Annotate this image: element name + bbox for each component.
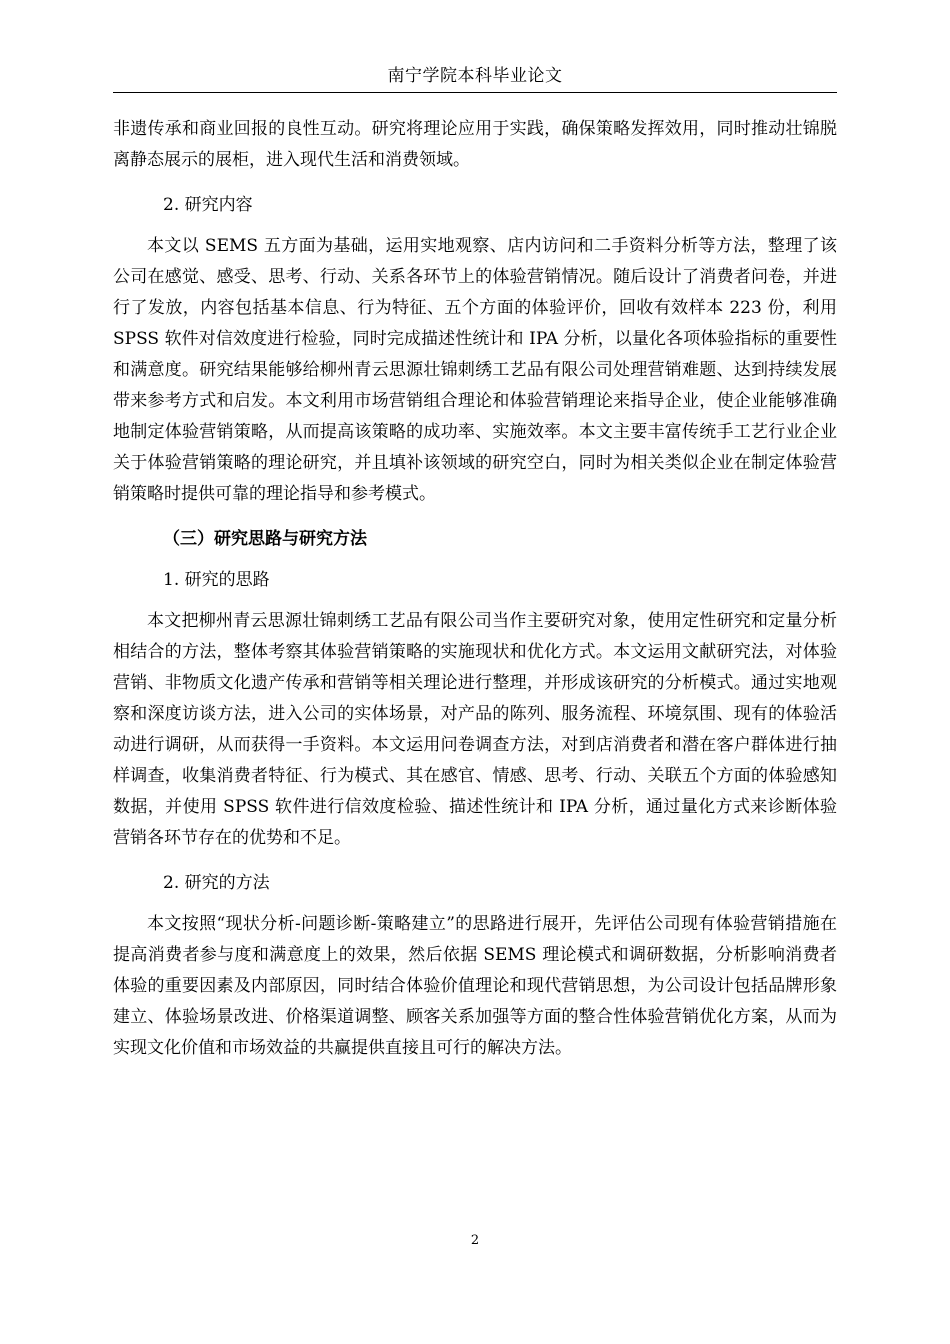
heading-research-method: 2. 研究的方法 bbox=[163, 873, 270, 893]
page-number: 2 bbox=[470, 1233, 480, 1248]
page-header-title: 南宁学院本科毕业论文 bbox=[387, 66, 563, 86]
page-body bbox=[113, 114, 837, 1064]
paragraph-continuation: 非遗传承和商业回报的良性互动。研究将理论应用于实践，确保策略发挥效用，同时推动壮锦脱离静态展示的展柜，进入现代生活和消费领域。 bbox=[113, 119, 837, 170]
heading-section-3: （三）研究思路与研究方法 bbox=[163, 529, 367, 549]
paragraph-research-method: 本文按照“现状分析-问题诊断-策略建立”的思路进行展开，先评估公司现有体验营销措施在提高消费者参与度和满意度上的效果，然后依据 SEMS 理论模式和调研数据，分析影响消费者体验的重要因素及内部原因，同时结合体验价值理论和现代营销思想，为公司设计包括品牌形象建立、体验场景改进、价格渠道调整、顾客关系加强等方面的整合性体验营销优化方案，从而为实现文化价值和市场效益的共赢提供直接且可行的解决方法。 bbox=[113, 914, 837, 1058]
paragraph-research-content: 本文以 SEMS 五方面为基础，运用实地观察、店内访问和二手资料分析等方法，整理了该公司在感觉、感受、思考、行动、关系各环节上的体验营销情况。随后设计了消费者问卷，并进行了发放，内容包括基本信息、行为特征、五个方面的体验评价，回收有效样本 223 份，利用 SPSS 软件对信效度进行检验，同时完成描述性统计和 IPA 分析，以量化各项体验指标的重要性和满意度。研究结果能够给柳州青云思源壮锦刺绣工艺品有限公司处理营销难题、达到持续发展带来参考方式和启发。本文利用市场营销组合理论和体验营销理论来指导企业，使企业能够准确地制定体验营销策略，从而提高该策略的成功率、实施效率。本文主要丰富传统手工艺行业企业关于体验营销策略的理论研究，并且填补该领域的研究空白，同时为相关类似企业在制定体验营销策略时提供可靠的理论指导和参考模式。 bbox=[113, 236, 837, 504]
paragraph-research-idea: 本文把柳州青云思源壮锦刺绣工艺品有限公司当作主要研究对象，使用定性研究和定量分析相结合的方法，整体考察其体验营销策略的实施现状和优化方式。本文运用文献研究法，对体验营销、非物质文化遗产传承和营销等相关理论进行整理，并形成该研究的分析模式。通过实地观察和深度访谈方法，进入公司的实体场景，对产品的陈列、服务流程、环境氛围、现有的体验活动进行调研，从而获得一手资料。本文运用问卷调查方法，对到店消费者和潜在客户群体进行抽样调查，收集消费者特征、行为模式、其在感官、情感、思考、行动、关联五个方面的体验感知数据，并使用 SPSS 软件进行信效度检验、描述性统计和 IPA 分析，通过量化方式来诊断体验营销各环节存在的优势和不足。 bbox=[113, 611, 837, 848]
header-divider bbox=[113, 92, 837, 93]
heading-research-content: 2. 研究内容 bbox=[163, 195, 253, 215]
heading-research-idea: 1. 研究的思路 bbox=[163, 570, 270, 590]
